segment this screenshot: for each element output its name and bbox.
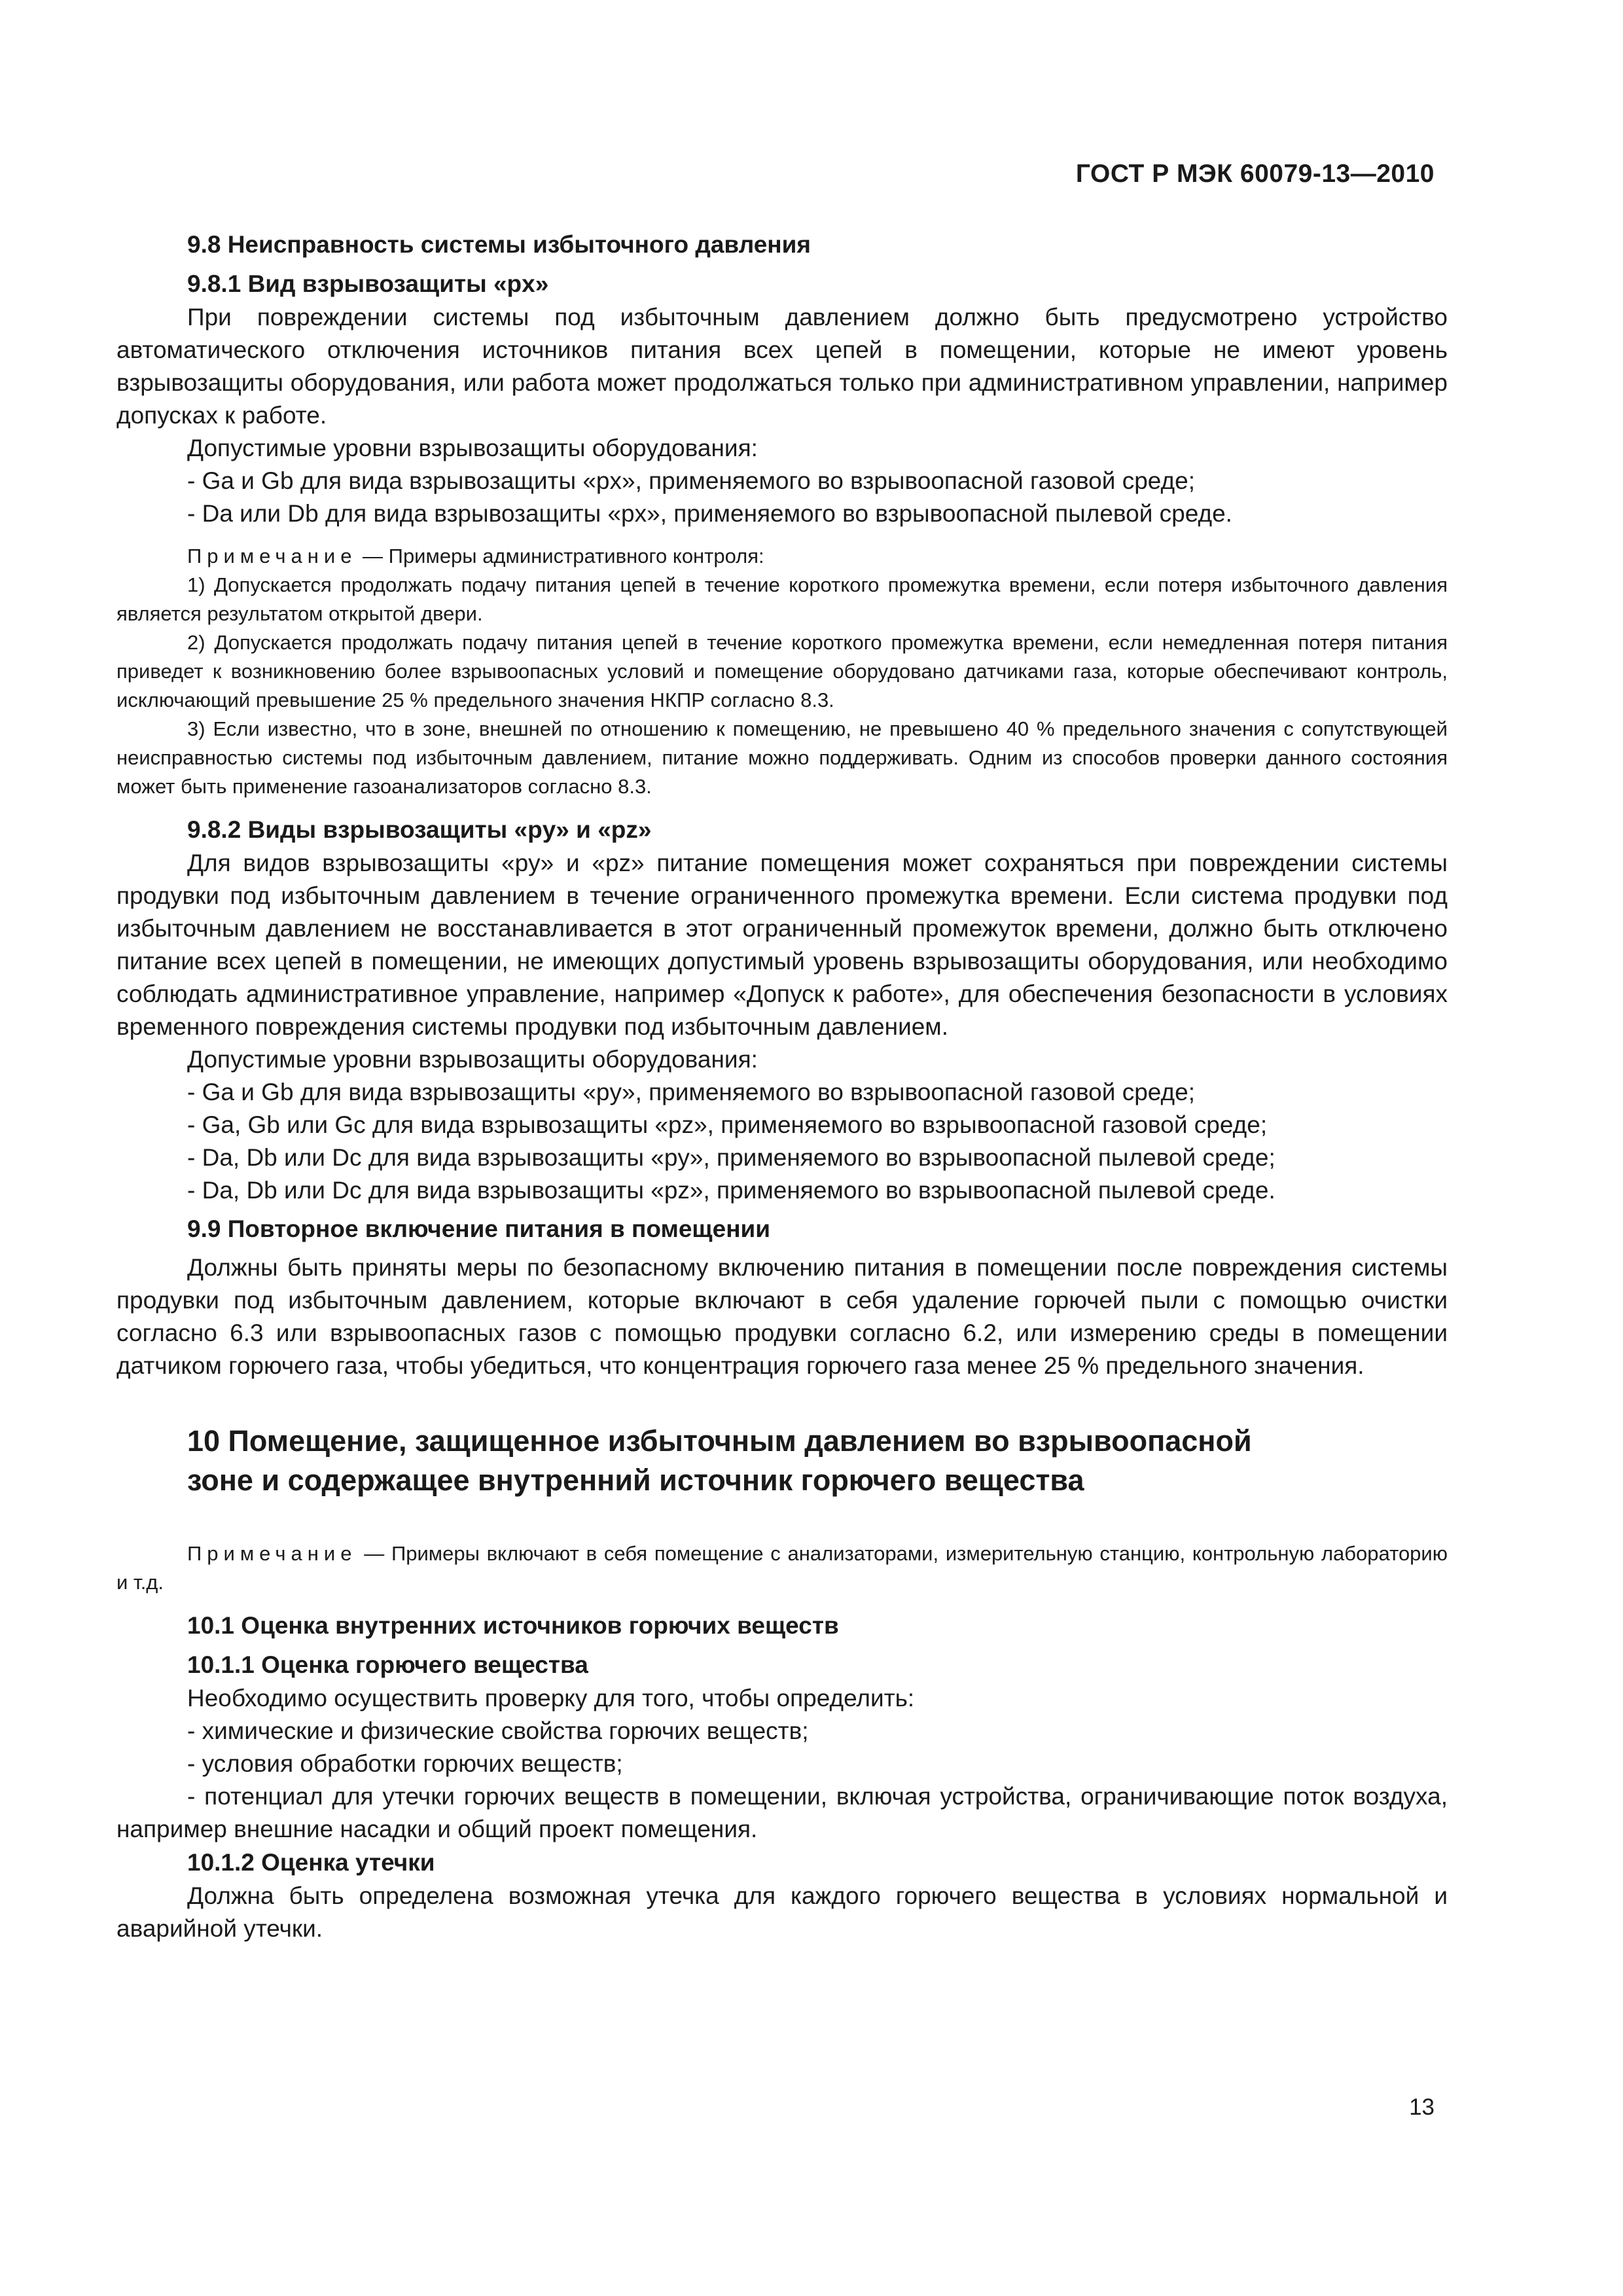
section-9-9-paragraph: Должны быть приняты меры по безопасному включению питания в помещении после повреждения системы продувки под избыточным давлением, которые включают в себя удаление горючей пыли с помощью очистки согласно 6.3 или взрывоопасных газов с помощью продувки согласно 6.2, или измерению среды в помещении датчиком горючего газа, чтобы убедиться, что концентрация горючего газа менее 25 % предельного значения. [116,1254,1448,1379]
note-text: — Примеры включают в себя помещение с анализаторами, измерительную станцию, контрольную лабораторию и т.д. [116,1542,1448,1594]
section-9-8-2-paragraph: Для видов взрывозащиты «py» и «pz» питание помещения может сохраняться при повреждении системы продувки под избыточным давлением в течение ограниченного промежутка времени. Если система продувки под избыточным давлением не восстанавливается в этот ограниченный промежуток времени, должно быть отключено питание всех цепей в помещении, не имеющих допустимый уровень взрывозащиты оборудования, или необходимо соблюдать административное управление, например «Допуск к работе», для обеспечения безопасности в условиях временного повреждения системы продувки под избыточным давлением. [116,850,1448,1040]
section-9-8-2-title: 9.8.2 Виды взрывозащиты «py» и «pz» [187,816,652,843]
note-label: Примечание [187,1542,357,1565]
note-10 [116,1539,1448,1597]
list-item: - Ga, Gb или Gc для вида взрывозащиты «pz», применяемого во взрывоопасной газовой среде; [187,1111,1268,1138]
standard-header: ГОСТ Р МЭК 60079-13—2010 [1075,160,1435,188]
list-item: - Da, Db или Dc для вида взрывозащиты «pz», применяемого во взрывоопасной пылевой среде. [187,1177,1275,1204]
section-9-9-title: 9.9 Повторное включение питания в помещении [187,1215,771,1242]
section-10-title-line1: 10 Помещение, защищенное избыточным давлением во взрывоопасной [187,1424,1252,1458]
list-item: - потенциал для утечки горючих веществ в помещении, включая устройства, ограничивающие поток воздуха, например внешние насадки и общий проект помещения. [116,1783,1448,1842]
section-10-1-2-title: 10.1.2 Оценка утечки [187,1849,435,1876]
list-item: - Ga и Gb для вида взрывозащиты «py», применяемого во взрывоопасной газовой среде; [187,1079,1195,1105]
note-item: 1) Допускается продолжать подачу питания цепей в течение короткого промежутка времени, если потеря избыточного давления является результатом открытой двери. [116,573,1448,625]
section-9-8-1-title: 9.8.1 Вид взрывозащиты «px» [187,270,549,297]
section-10-title-line2: зоне и содержащее внутренний источник горючего вещества [187,1463,1084,1497]
section-9-8-1-levels-intro: Допустимые уровни взрывозащиты оборудования: [187,435,758,461]
note-label: Примечание [187,545,357,567]
list-item: - химические и физические свойства горючих веществ; [187,1717,809,1744]
list-item: - Da, Db или Dc для вида взрывозащиты «py», применяемого во взрывоопасной пылевой среде; [187,1144,1275,1171]
section-10-1-1-intro: Необходимо осуществить проверку для того, чтобы определить: [187,1685,915,1712]
section-9-8-1-paragraph: При повреждении системы под избыточным давлением должно быть предусмотрено устройство автоматического отключения источников питания всех цепей в помещении, которые не имеют уровень взрывозащиты оборудования, или работа может продолжаться только при административном управлении, например допусках к работе. [116,304,1448,429]
section-10-1-title: 10.1 Оценка внутренних источников горючих веществ [187,1612,839,1639]
section-10-1-1-title: 10.1.1 Оценка горючего вещества [187,1651,588,1678]
note-intro: — Примеры административного контроля: [357,545,764,567]
note-9-8-1 [116,542,1448,571]
note-item: 3) Если известно, что в зоне, внешней по отношению к помещению, не превышено 40 % предельного значения с сопутствующей неисправностью системы под избыточным давлением, питание можно поддерживать. Одним из способов проверки данного состояния может быть применение газоанализаторов согласно 8.3. [116,717,1448,798]
section-9-8-2-levels-intro: Допустимые уровни взрывозащиты оборудования: [187,1046,758,1073]
note-item: 2) Допускается продолжать подачу питания цепей в течение короткого промежутка времени, если немедленная потеря питания приведет к возникновению более взрывоопасных условий и помещение оборудовано датчиками газа, которые обеспечивают контроль, исключающий превышение 25 % предельного значения НКПР согласно 8.3. [116,631,1448,711]
section-9-8-title: 9.8 Неисправность системы избыточного давления [187,231,811,258]
page-number: 13 [1409,2094,1435,2120]
section-10-1-2-paragraph: Должна быть определена возможная утечка для каждого горючего вещества в условиях нормальной и аварийной утечки. [116,1882,1448,1942]
list-item: - Da или Db для вида взрывозащиты «px», применяемого во взрывоопасной пылевой среде. [187,500,1232,527]
list-item: - условия обработки горючих веществ; [187,1750,623,1777]
list-item: - Ga и Gb для вида взрывозащиты «px», применяемого во взрывоопасной газовой среде; [187,467,1195,494]
page-content [116,228,1448,1945]
